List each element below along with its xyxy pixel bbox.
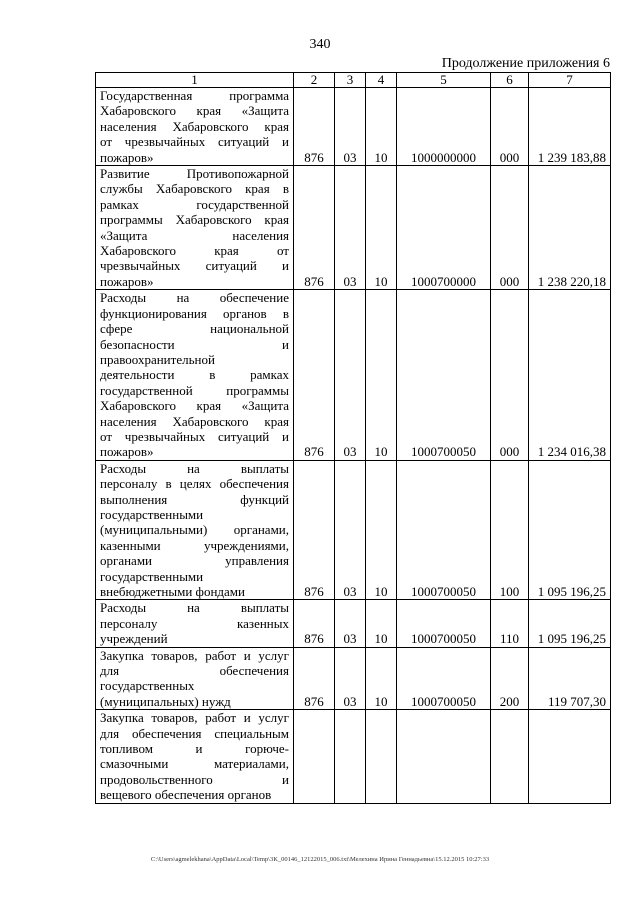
header-row: [96, 73, 611, 88]
section-code: 03: [335, 166, 366, 290]
expense-name-line: населения Хабаровского края: [100, 118, 289, 134]
target-article-code: 1000700050: [397, 647, 491, 710]
expense-name-line: «Защита населения: [100, 227, 289, 243]
ministry-code: 876: [294, 290, 335, 460]
amount: 1 238 220,18: [529, 166, 611, 290]
expense-name-line: государственными: [100, 506, 204, 522]
expense-name-line: Хабаровского края «Защита: [100, 398, 289, 414]
target-article-code: 1000700050: [397, 290, 491, 460]
subsection-code: [366, 710, 397, 803]
subsection-code: 10: [366, 166, 397, 290]
table-row: [96, 88, 611, 166]
column-header: 4: [366, 73, 397, 88]
expense-name: [96, 88, 294, 166]
expense-name-line: Расходы на обеспечение: [100, 290, 289, 306]
amount: 1 239 183,88: [529, 88, 611, 166]
expense-name-line: безопасности и: [100, 336, 289, 352]
expense-type-code: 000: [491, 88, 529, 166]
table-row: [96, 460, 611, 600]
expense-name-line: учреждений: [100, 631, 168, 647]
amount: [529, 710, 611, 803]
section-code: 03: [335, 460, 366, 600]
expense-type-code: 100: [491, 460, 529, 600]
expense-name: [96, 290, 294, 460]
amount: 1 234 016,38: [529, 290, 611, 460]
target-article-code: 1000700000: [397, 166, 491, 290]
expense-type-code: 000: [491, 166, 529, 290]
table-row: [96, 710, 611, 803]
subsection-code: 10: [366, 290, 397, 460]
target-article-code: 1000700050: [397, 600, 491, 647]
table-row: [96, 290, 611, 460]
column-header: 7: [529, 73, 611, 88]
column-header: 5: [397, 73, 491, 88]
ministry-code: 876: [294, 647, 335, 710]
expense-name-line: государственных: [100, 678, 195, 694]
expense-name-line: казенными учреждениями,: [100, 537, 289, 553]
section-code: 03: [335, 290, 366, 460]
expense-name-line: деятельности в рамках: [100, 367, 289, 383]
expense-name-line: от чрезвычайных ситуаций и: [100, 428, 289, 444]
amount: 119 707,30: [529, 647, 611, 710]
section-code: 03: [335, 647, 366, 710]
expense-type-code: [491, 710, 529, 803]
section-code: [335, 710, 366, 803]
expense-name-line: пожаров»: [100, 149, 154, 165]
expense-name-line: Хабаровского края «Защита: [100, 103, 289, 119]
expense-name-line: внебюджетными фондами: [100, 584, 245, 599]
budget-table: [95, 72, 611, 804]
expense-type-code: 000: [491, 290, 529, 460]
section-code: 03: [335, 600, 366, 647]
expense-name: [96, 600, 294, 647]
table-row: [96, 647, 611, 710]
target-article-code: 1000000000: [397, 88, 491, 166]
expense-name-line: для обеспечения: [100, 663, 289, 679]
table-row: [96, 166, 611, 290]
expense-name-line: функционирования органов в: [100, 305, 289, 321]
subsection-code: 10: [366, 600, 397, 647]
expense-name: [96, 166, 294, 290]
column-header: 6: [491, 73, 529, 88]
expense-name: [96, 460, 294, 600]
column-header: 2: [294, 73, 335, 88]
expense-name-line: чрезвычайных ситуаций и: [100, 258, 289, 274]
expense-name-line: от чрезвычайных ситуаций и: [100, 134, 289, 150]
section-code: 03: [335, 88, 366, 166]
expense-name-line: пожаров»: [100, 273, 154, 289]
expense-name-line: Хабаровского края от: [100, 243, 289, 259]
expense-name-line: вещевого обеспечения органов: [100, 787, 272, 803]
expense-name-line: государственной программы: [100, 382, 289, 398]
amount: 1 095 196,25: [529, 600, 611, 647]
amount: 1 095 196,25: [529, 460, 611, 600]
ministry-code: 876: [294, 166, 335, 290]
expense-name-line: пожаров»: [100, 444, 154, 460]
expense-name-line: персоналу в целях обеспечения: [100, 476, 289, 492]
subsection-code: 10: [366, 88, 397, 166]
expense-name-line: Расходы на выплаты: [100, 460, 289, 476]
expense-name-line: Развитие Противопожарной: [100, 166, 289, 182]
table-row: [96, 600, 611, 647]
expense-name-line: службы Хабаровского края в: [100, 181, 289, 197]
column-header: 3: [335, 73, 366, 88]
expense-name-line: (муниципальных) нужд: [100, 693, 231, 709]
footer-path: C:\Users\agmelekhana\AppData\Local\Temp\3K_00146_12122015_006.txt\Мелехина Ирина Геннадьевна\15.12.2015 10:27:33: [150, 856, 490, 863]
subsection-code: 10: [366, 647, 397, 710]
expense-type-code: 200: [491, 647, 529, 710]
continuation-note: Продолжение приложения 6: [441, 56, 610, 71]
expense-name: [96, 647, 294, 710]
target-article-code: 1000700050: [397, 460, 491, 600]
expense-name-line: правоохранительной: [100, 351, 215, 367]
expense-name-line: Государственная программа: [100, 88, 289, 103]
column-header: 1: [96, 73, 294, 88]
expense-name-line: органами управления: [100, 553, 289, 569]
page-number: 340: [309, 37, 331, 52]
ministry-code: 876: [294, 600, 335, 647]
expense-name-line: (муниципальными) органами,: [100, 522, 289, 538]
expense-name-line: сфере национальной: [100, 321, 289, 337]
expense-name-line: продовольственного и: [100, 771, 289, 787]
expense-name-line: государственными: [100, 568, 204, 584]
expense-name-line: персоналу казенных: [100, 615, 289, 631]
target-article-code: [397, 710, 491, 803]
ministry-code: 876: [294, 88, 335, 166]
expense-name-line: программы Хабаровского края: [100, 212, 289, 228]
expense-name-line: смазочными материалами,: [100, 756, 289, 772]
expense-name-line: Расходы на выплаты: [100, 600, 289, 616]
expense-type-code: 110: [491, 600, 529, 647]
subsection-code: 10: [366, 460, 397, 600]
expense-name-line: топливом и горюче-: [100, 741, 289, 757]
expense-name-line: выполнения функций: [100, 491, 289, 507]
ministry-code: [294, 710, 335, 803]
expense-name-line: Закупка товаров, работ и услуг: [100, 710, 289, 726]
expense-name-line: для обеспечения специальным: [100, 725, 289, 741]
expense-name: [96, 710, 294, 803]
expense-name-line: Закупка товаров, работ и услуг: [100, 647, 289, 663]
expense-name-line: населения Хабаровского края: [100, 413, 289, 429]
ministry-code: 876: [294, 460, 335, 600]
expense-name-line: рамках государственной: [100, 196, 289, 212]
